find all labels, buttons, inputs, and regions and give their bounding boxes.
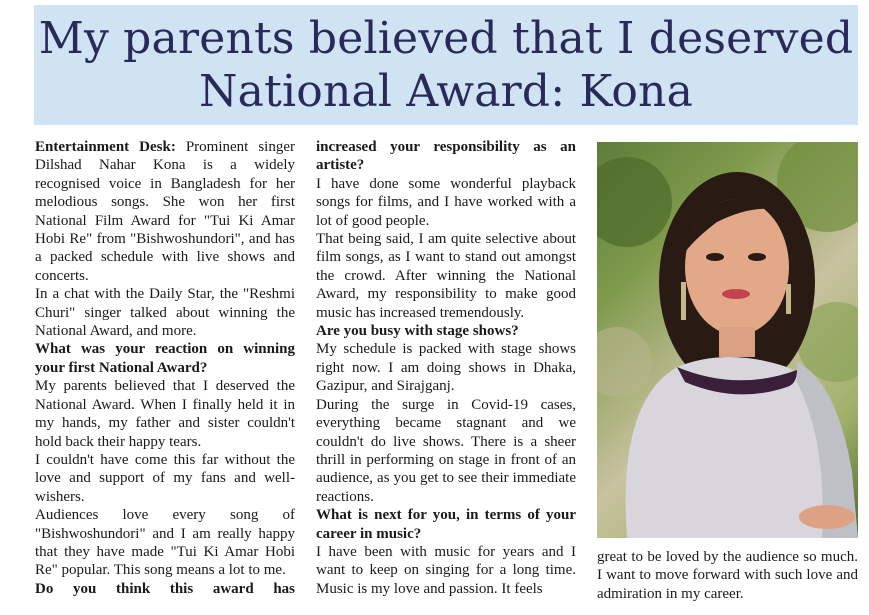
article-column-2: [316, 138, 576, 598]
headline-banner: [34, 5, 858, 125]
paragraph: In a chat with the Daily Star, the "Reshmi Churi" singer talked about winning the National Award, and more.: [35, 286, 295, 340]
answer-paragraph: My schedule is packed with stage shows right now. I am doing shows in Dhaka, Gazipur, and Sirajganj.: [316, 341, 576, 395]
article-column-1: [35, 138, 295, 598]
answer-paragraph: great to be loved by the audience so much. I want to move forward with such love and admiration in my career.: [597, 549, 858, 602]
article-column-3: [597, 548, 858, 603]
headline: My parents believed that I deserved National Award: Kona: [38, 13, 854, 117]
intro-paragraph: [35, 138, 295, 285]
answer-paragraph: My parents believed that I deserved the National Award. When I finally held it in my hands, my father and sister couldn't hold back their happy tears.: [35, 378, 295, 450]
answer-paragraph: I have been with music for years and I want to keep on singing for a long time. Music is my love and passion. It feels: [316, 543, 576, 597]
answer-paragraph: During the surge in Covid-19 cases, everything became stagnant and we couldn't do live shows. There is a sheer thrill in performing on stage in front of an audience, as you get to see their immediate reactions.: [316, 396, 576, 505]
question: Are you busy with stage shows?: [316, 323, 519, 340]
question: increased your responsibility as an artiste?: [316, 139, 576, 174]
question: What is next for you, in terms of your career in music?: [316, 507, 576, 542]
byline: Entertainment Desk:: [35, 139, 176, 155]
portrait-illustration: [597, 142, 858, 538]
singer-portrait-photo: [597, 142, 858, 538]
answer-paragraph: I couldn't have come this far without the love and support of my fans and well-wishers.: [35, 451, 295, 505]
answer-paragraph: I have done some wonderful playback songs for films, and I have worked with a lot of good people.: [316, 175, 576, 229]
answer-paragraph: That being said, I am quite selective about film songs, as I want to stand out amongst the crowd. After winning the National Award, my responsibility to make good music has increased tremendously.: [316, 231, 576, 321]
question: What was your reaction on winning your first National Award?: [35, 341, 295, 376]
intro-text: Prominent singer Dilshad Nahar Kona is a widely recognised voice in Bangladesh for her melodious songs. She won her first National Film Award for "Tui Ki Amar Hobi Re" from "Bishwoshundori", and has a packed schedule with live shows and concerts.: [35, 139, 295, 284]
answer-paragraph: Audiences love every song of "Bishwoshundori" and I am really happy that they have made "Tui Ki Amar Hobi Re" popular. This song means a lot to me.: [35, 507, 295, 579]
question: Do you think this award has: [35, 580, 295, 597]
